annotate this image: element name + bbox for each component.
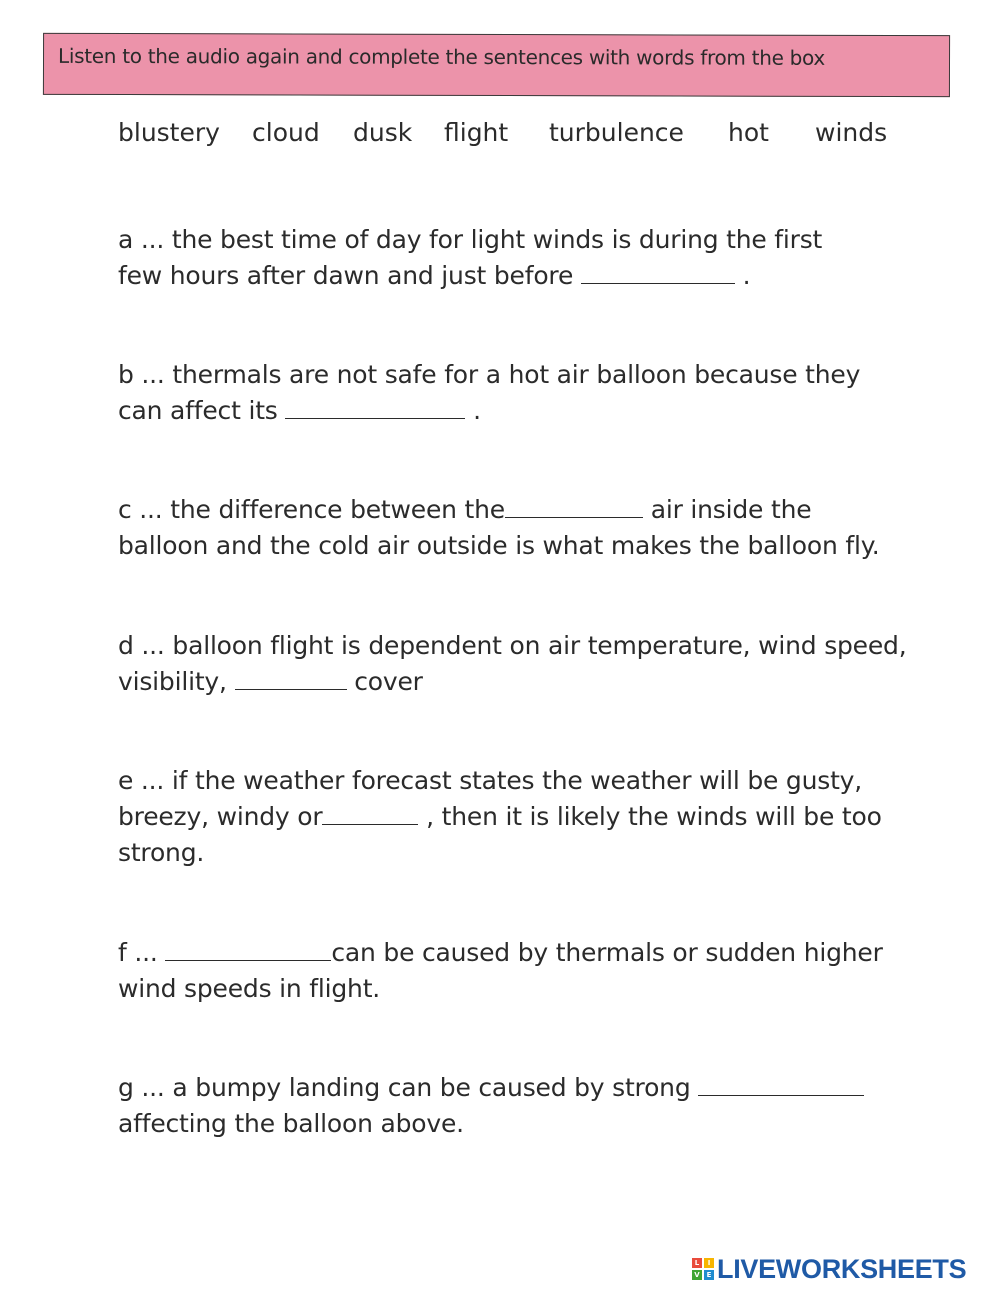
sentence-e-line1: e ... if the weather forecast states the weather will be gusty, xyxy=(118,766,863,795)
instruction-text: Listen to the audio again and complete the sentences with words from the box xyxy=(57,43,825,70)
sentence-e-line3: strong. xyxy=(118,838,205,867)
sentence-g-text: g ... a bumpy landing can be caused by strong xyxy=(118,1073,699,1102)
sentence-e-text-end: , then it is likely the winds will be too xyxy=(418,802,882,831)
sentence-d-end: cover xyxy=(346,667,423,696)
sentence-a-text: few hours after dawn and just before xyxy=(118,261,581,290)
sentence-f-line1 xyxy=(118,935,918,971)
sentence-c xyxy=(118,492,918,564)
blank-d[interactable] xyxy=(235,667,347,690)
sentence-c-text: c ... the difference between the xyxy=(118,495,505,524)
blank-f[interactable] xyxy=(165,938,331,961)
liveworksheets-mark-icon xyxy=(692,1258,714,1280)
sentence-c-line1 xyxy=(118,492,918,528)
sentence-e-text: breezy, windy or xyxy=(118,802,323,831)
logo-mark-l: L xyxy=(692,1258,702,1268)
sentence-e-line2 xyxy=(118,799,918,835)
sentence-a-line1: a ... the best time of day for light winds is during the first xyxy=(118,225,823,254)
sentence-f xyxy=(118,935,918,1007)
word-cloud[interactable]: cloud xyxy=(252,118,320,147)
logo-mark-v: V xyxy=(692,1270,702,1280)
word-flight[interactable]: flight xyxy=(444,118,509,147)
blank-b[interactable] xyxy=(285,396,465,419)
sentence-a xyxy=(118,222,918,294)
logo-mark-e: E xyxy=(704,1270,714,1280)
logo-text: LIVEWORKSHEETS xyxy=(717,1253,967,1284)
sentence-d-text: visibility, xyxy=(118,667,235,696)
blank-c[interactable] xyxy=(505,495,643,518)
blank-a[interactable] xyxy=(581,261,735,284)
sentence-b-line1: b ... thermals are not safe for a hot air balloon because they xyxy=(118,360,861,389)
logo-mark-i: I xyxy=(704,1258,714,1268)
sentence-g-line2: affecting the balloon above. xyxy=(118,1109,464,1138)
sentence-g xyxy=(118,1070,918,1142)
sentence-e xyxy=(118,763,918,871)
word-blustery[interactable]: blustery xyxy=(118,118,220,147)
sentence-a-end: . xyxy=(734,261,751,290)
sentence-f-line2: wind speeds in flight. xyxy=(118,974,381,1003)
sentence-a-line2 xyxy=(118,258,918,294)
word-dusk[interactable]: dusk xyxy=(353,118,413,147)
sentence-b-end: . xyxy=(465,396,481,425)
sentence-c-line2: balloon and the cold air outside is what makes the balloon fly. xyxy=(118,531,880,560)
word-turbulence[interactable]: turbulence xyxy=(549,118,684,147)
sentence-g-line1 xyxy=(118,1070,918,1106)
liveworksheets-logo xyxy=(692,1252,966,1286)
word-winds[interactable]: winds xyxy=(815,118,888,147)
sentence-d-line2 xyxy=(118,664,918,700)
sentence-d-line1: d ... balloon flight is dependent on air temperature, wind speed, xyxy=(118,631,907,660)
sentence-c-text-end: air inside the xyxy=(642,495,812,524)
sentence-d xyxy=(118,628,918,700)
word-hot[interactable]: hot xyxy=(728,118,769,147)
sentence-f-text-end: can be caused by thermals or sudden higher xyxy=(331,938,883,967)
sentence-b-line2 xyxy=(118,393,918,429)
blank-g[interactable] xyxy=(698,1073,864,1096)
blank-e[interactable] xyxy=(322,802,418,825)
instruction-banner xyxy=(43,33,950,97)
sentence-f-text: f ... xyxy=(118,938,166,967)
sentence-b-text: can affect its xyxy=(118,396,286,425)
sentence-b xyxy=(118,357,918,429)
